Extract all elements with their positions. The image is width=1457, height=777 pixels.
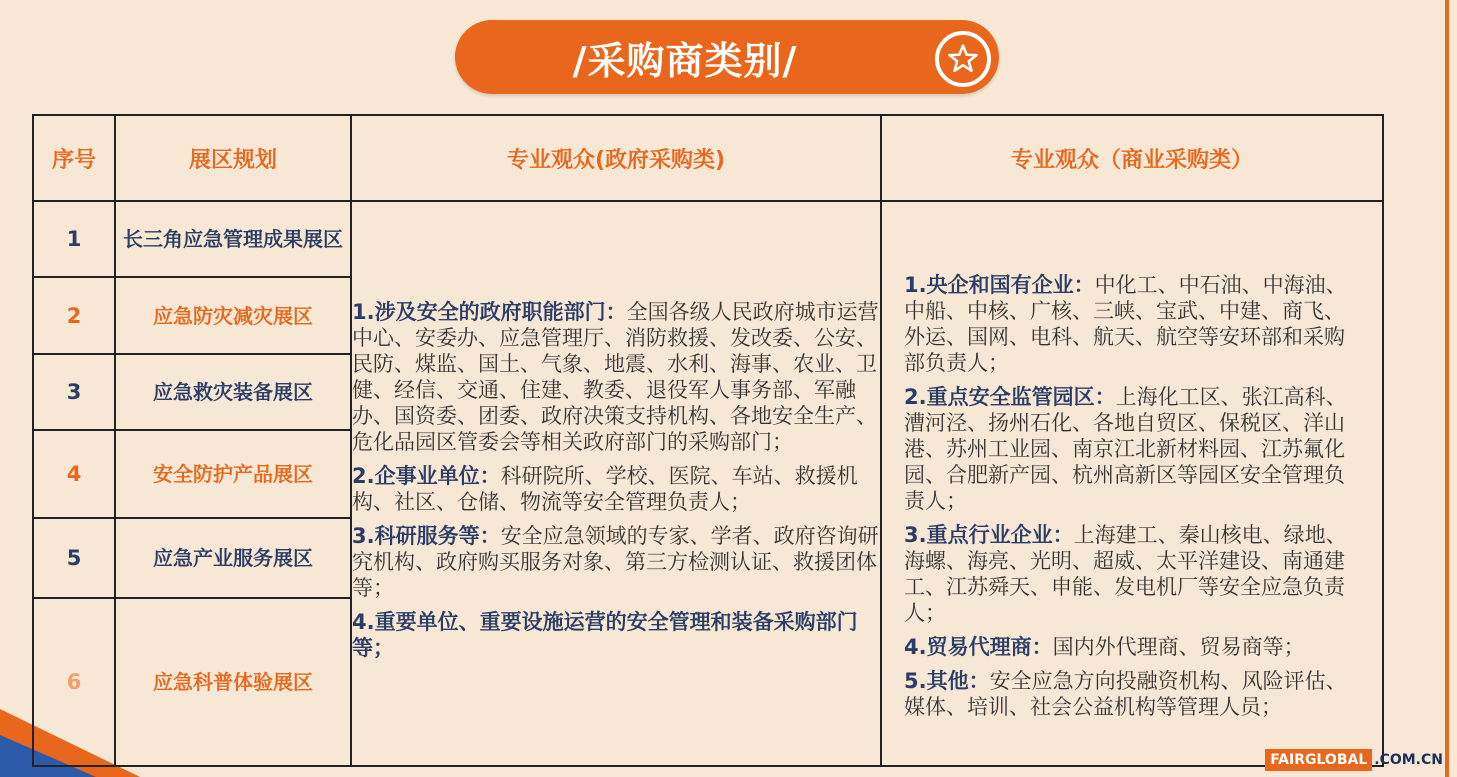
star-icon <box>935 31 991 87</box>
gov-item-text: 安全应急领域的专家、学者、政府咨询研究机构、政府购买服务对象、第三方检测认证、救援团体等； <box>352 523 879 600</box>
zone-name: 应急救灾装备展区 <box>115 354 351 430</box>
gov-item <box>352 609 880 661</box>
gov-buyers-cell <box>351 201 881 766</box>
gov-item-label: 4.重要单位、重要设施运营的安全管理和装备采购部门等； <box>352 609 858 660</box>
buyer-category-table <box>32 114 1384 767</box>
row-number: 2 <box>33 277 115 354</box>
zone-name: 应急产业服务展区 <box>115 518 351 598</box>
biz-item-text: 国内外代理商、贸易商等； <box>1052 634 1305 659</box>
zone-name: 长三角应急管理成果展区 <box>115 201 351 277</box>
gov-item-label: 2.企事业单位： <box>352 463 501 488</box>
biz-buyers-cell <box>881 201 1383 766</box>
right-accent-border <box>1445 0 1449 777</box>
zone-name: 安全防护产品展区 <box>115 430 351 518</box>
table-header-row <box>33 115 1383 201</box>
biz-item-text: 安全应急方向投融资机构、风险评估、媒体、培训、社会公益机构等管理人员； <box>904 668 1347 719</box>
gov-item-label: 3.科研服务等： <box>352 523 501 548</box>
row-number: 1 <box>33 201 115 277</box>
biz-item-text: 上海建工、秦山核电、绿地、海螺、海亮、光明、超威、太平洋建设、南通建工、江苏舜天、申能、发电机厂等安全应急负责人； <box>904 522 1347 625</box>
biz-item-text: 中化工、中石油、中海油、中船、中核、广核、三峡、宝武、中建、商飞、外运、国网、电科、航天、航空等安环部和采购部负责人； <box>904 272 1347 375</box>
biz-item <box>904 634 1364 660</box>
biz-item-label: 4.贸易代理商： <box>904 634 1053 659</box>
row-number: 3 <box>33 354 115 430</box>
header-gov: 专业观众(政府采购类) <box>351 115 881 201</box>
gov-item-text: 科研院所、学校、医院、车站、救援机构、社区、仓储、物流等安全管理负责人； <box>352 463 858 514</box>
gov-item-label: 1.涉及安全的政府职能部门： <box>352 299 627 324</box>
biz-item-label: 5.其他： <box>904 668 990 693</box>
biz-item <box>904 522 1364 626</box>
biz-item-label: 3.重点行业企业： <box>904 522 1074 547</box>
gov-item <box>352 299 880 455</box>
zone-name: 应急科普体验展区 <box>115 598 351 766</box>
row-number: 4 <box>33 430 115 518</box>
watermark-part1: FAIRGLOBAL <box>1265 749 1372 771</box>
header-num: 序号 <box>33 115 115 201</box>
gov-item <box>352 463 880 515</box>
row-number: 5 <box>33 518 115 598</box>
table-row <box>33 201 1383 277</box>
row-number: 6 <box>33 598 115 766</box>
page-title: /采购商类别/ <box>572 38 798 83</box>
zone-name: 应急防灾减灾展区 <box>115 277 351 354</box>
biz-item-text: 上海化工区、张江高科、漕河泾、扬州石化、各地自贸区、保税区、洋山港、苏州工业园、南京江北新材料园、江苏氟化园、合肥新产园、杭州高新区等园区安全管理负责人； <box>904 384 1347 513</box>
site-watermark <box>1265 749 1443 771</box>
biz-item-label: 2.重点安全监管园区： <box>904 384 1116 409</box>
biz-item <box>904 384 1364 514</box>
watermark-part2: .COM.CN <box>1374 752 1443 768</box>
header-zone: 展区规划 <box>115 115 351 201</box>
header-biz: 专业观众（商业采购类） <box>881 115 1383 201</box>
biz-item-label: 1.央企和国有企业： <box>904 272 1095 297</box>
title-banner <box>455 20 999 94</box>
gov-item-text: 全国各级人民政府城市运营中心、安委办、应急管理厅、消防救援、发改委、公安、民防、煤监、国土、气象、地震、水利、海事、农业、卫健、经信、交通、住建、教委、退役军人事务部、军融办、国资委、团委、政府决策支持机构、各地安全生产、危化品园区管委会等相关政府部门的采购部门； <box>352 299 879 454</box>
gov-item <box>352 523 880 601</box>
biz-item <box>904 668 1364 720</box>
biz-item <box>904 272 1364 376</box>
